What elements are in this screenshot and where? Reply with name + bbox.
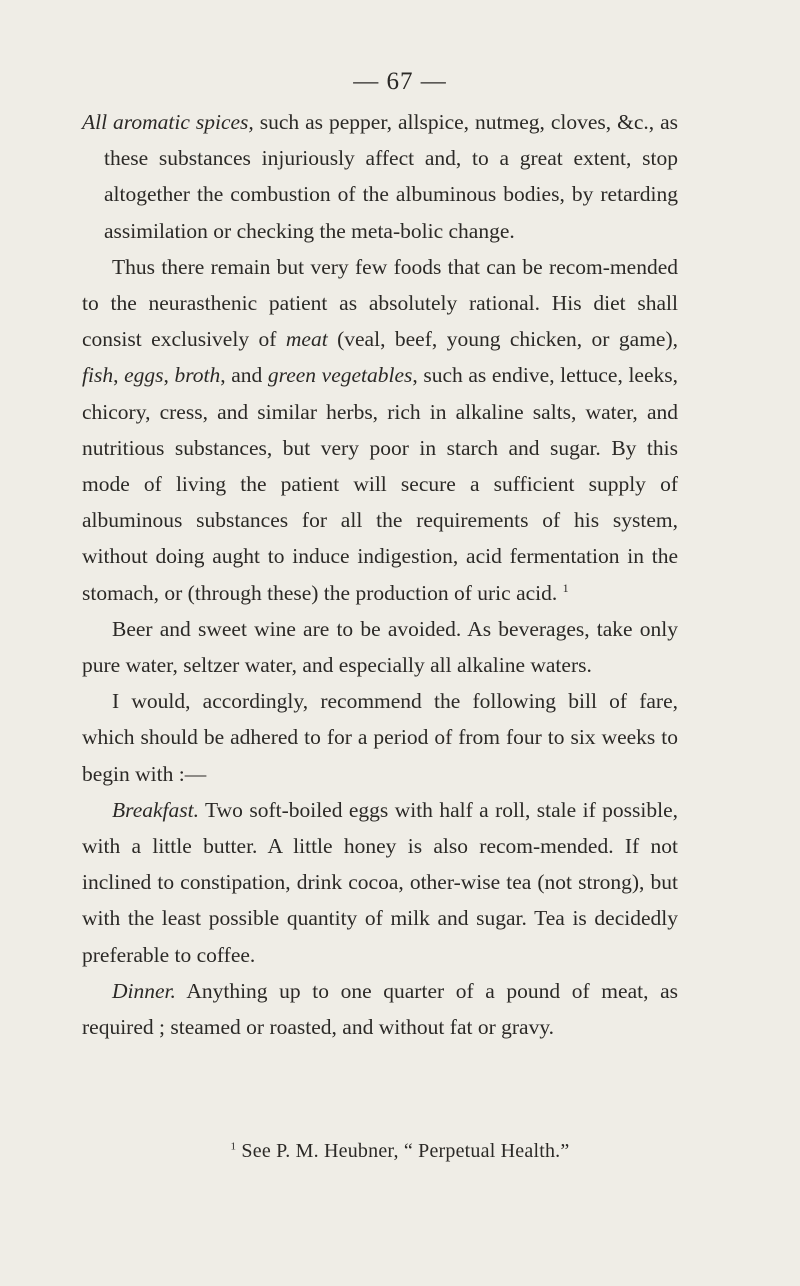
italic-term-fish: fish bbox=[82, 363, 114, 388]
footnote-reference: 1 bbox=[562, 580, 569, 595]
section-label-dinner: Dinner. bbox=[112, 978, 176, 1003]
footnote-text: See P. M. Heubner, “ Perpetual Health.” bbox=[236, 1140, 570, 1162]
italic-term-green-vegetables: green vegetables bbox=[267, 363, 413, 388]
paragraph-breakfast bbox=[82, 792, 678, 973]
italic-term-broth: broth bbox=[174, 363, 221, 388]
paragraph-text: Beer and sweet wine are to be avoided. As beverages, take only pure water, seltzer water, and especially all alkaline waters. bbox=[82, 616, 678, 678]
paragraph-text: Thus there remain but very few foods that can be recom-mended to the neurasthenic patient as absolutely rational. His diet shall consist exclusively of bbox=[82, 254, 678, 352]
paragraph-text: I would, accordingly, recommend the following bill of fare, which should be adhered to for a period of from four to six weeks to begin with :— bbox=[82, 689, 678, 786]
paragraph-text: , such as endive, lettuce, leeks, chicory, cress, and similar herbs, rich in alkaline salts, water, and nutritious substances, but very poor in starch and sugar. By this mode of living the patient will secure a sufficient supply of albuminous substances for all the requirements of his system, without doing aught to induce indigestion, acid fermentation in the stomach, or (through these) the production of uric acid. bbox=[82, 363, 679, 605]
footnote bbox=[0, 1140, 800, 1163]
paragraph-text: Anything up to one quarter of a pound of meat, as required ; steamed or roasted, and without fat or gravy. bbox=[82, 978, 678, 1040]
paragraph-recommended-foods bbox=[82, 249, 678, 611]
paragraph-bill-of-fare bbox=[82, 683, 678, 792]
paragraph-aromatic-spices bbox=[82, 104, 678, 249]
italic-term-eggs: eggs bbox=[124, 363, 164, 388]
paragraph-lead-italic: All aromatic spices, bbox=[82, 110, 254, 134]
paragraph-text: (veal, beef, young chicken, or game), bbox=[327, 327, 678, 352]
paragraph-dinner bbox=[82, 973, 678, 1045]
page-number: — 67 — bbox=[353, 68, 447, 95]
separator: , bbox=[113, 363, 125, 388]
paragraph-beverages bbox=[82, 611, 678, 683]
paragraph-text: such as pepper, allspice, nutmeg, cloves, &c., as these substances injuriously affect and, to a great extent, stop altogether the combustion of the albuminous bodies, by retarding assimilation or checking the meta-bolic change. bbox=[104, 110, 678, 243]
section-label-breakfast: Breakfast. bbox=[112, 797, 199, 822]
separator: , and bbox=[220, 363, 268, 388]
separator: , bbox=[163, 363, 175, 388]
body-text bbox=[82, 104, 678, 1045]
italic-term-meat: meat bbox=[285, 327, 328, 352]
footnote-mark: 1 bbox=[230, 1140, 237, 1153]
paragraph-text: Two soft-boiled eggs with half a roll, stale if possible, with a little butter. A little honey is also recom-mended. If not inclined to constipation, drink cocoa, other-wise tea (not strong), but with the least possible quantity of milk and sugar. Tea is decidedly preferable to coffee. bbox=[82, 797, 678, 967]
